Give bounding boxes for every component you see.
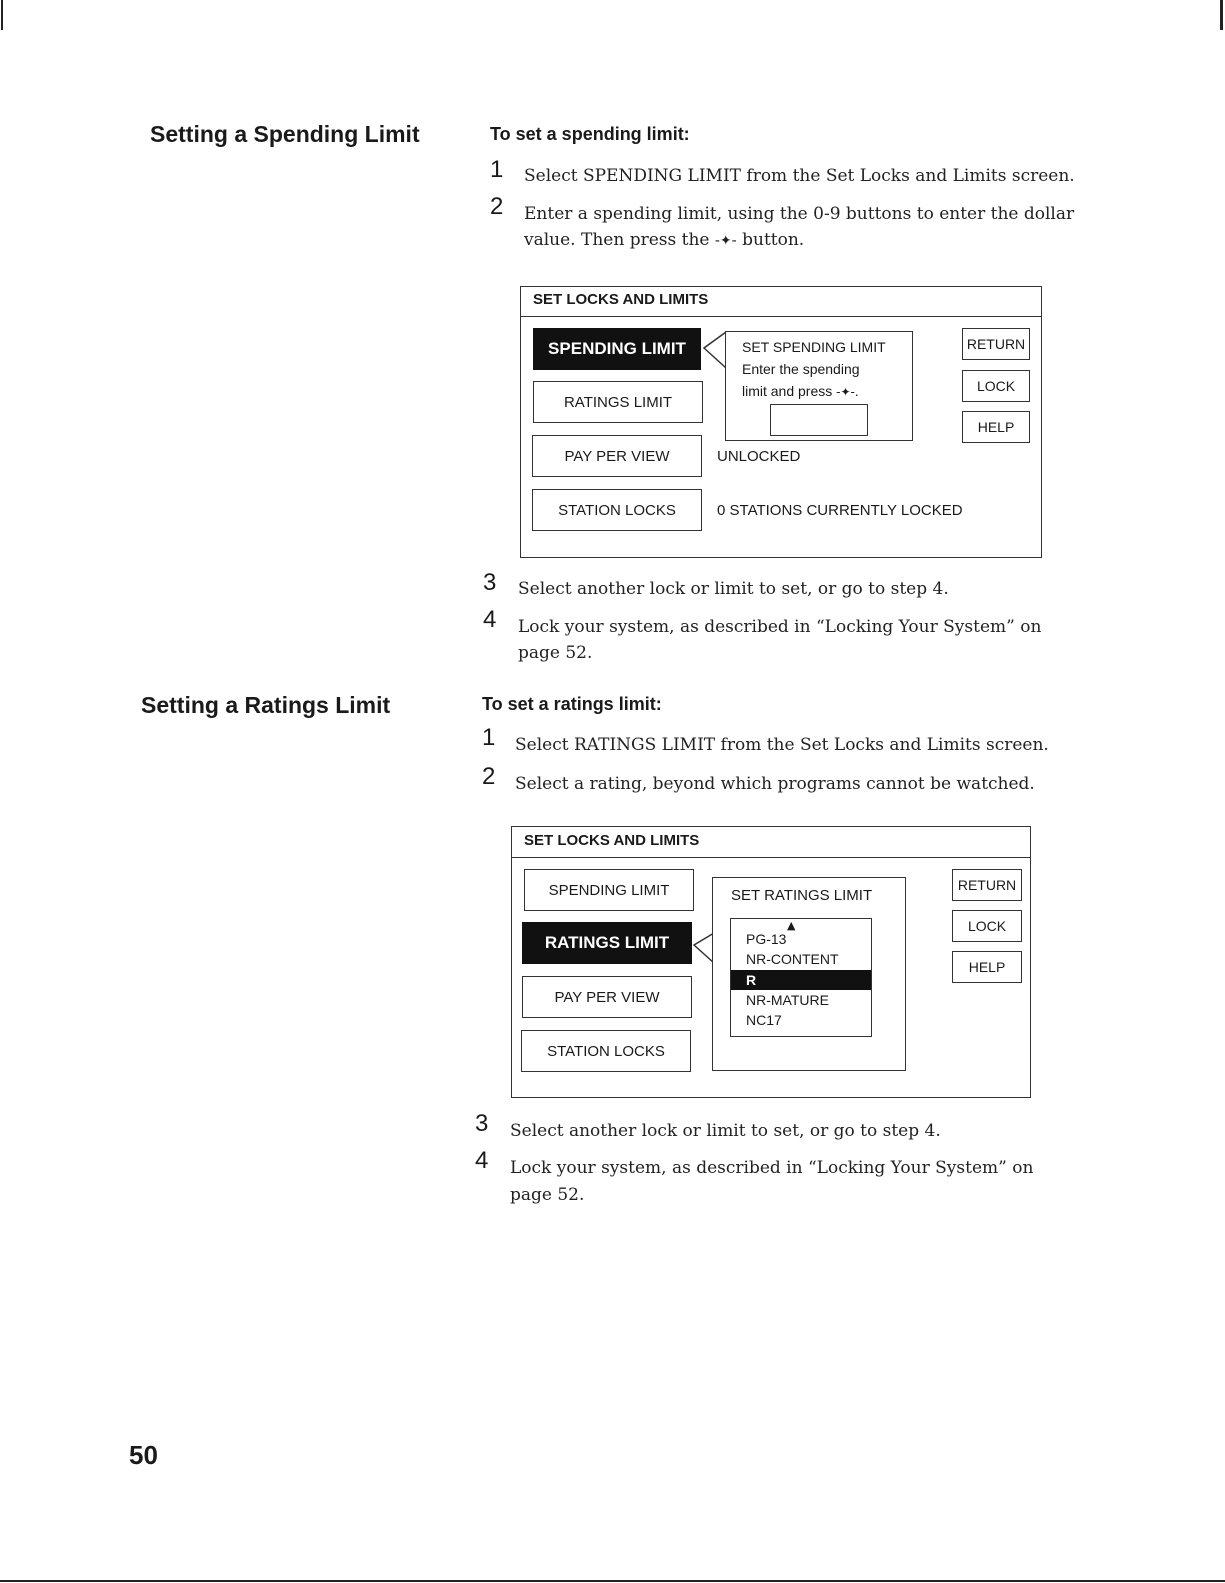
ratings-list[interactable] — [730, 918, 872, 1037]
menu-station-locks[interactable]: STATION LOCKS — [521, 1030, 691, 1072]
step-1-text: Select RATINGS LIMIT from the Set Locks and Limits screen. — [515, 735, 1049, 755]
step-3-text: Select another lock or limit to set, or go to step 4. — [518, 579, 949, 599]
rating-option-nr-mature[interactable]: NR-MATURE — [746, 992, 829, 1008]
help-button[interactable]: HELP — [952, 951, 1022, 983]
select-cross-icon: -✦- — [714, 233, 737, 249]
step-2-text-line2 — [524, 227, 804, 254]
step-4-text-line2: page 52. — [510, 1185, 585, 1205]
section-heading-ratings: Setting a Ratings Limit — [141, 692, 391, 718]
subheading-spending: To set a spending limit: — [490, 124, 690, 144]
step-2-text-line1: Enter a spending limit, using the 0-9 buttons to enter the dollar — [524, 204, 1075, 224]
menu-pay-per-view[interactable]: PAY PER VIEW — [532, 435, 702, 477]
lock-button[interactable]: LOCK — [952, 910, 1022, 942]
step-2-text: Select a rating, beyond which programs cannot be watched. — [515, 774, 1035, 794]
step-2-number: 2 — [490, 193, 504, 220]
select-cross-icon: -✦-. — [836, 385, 859, 399]
step-4-text-line2: page 52. — [518, 643, 593, 663]
ppv-status: UNLOCKED — [717, 448, 801, 465]
section-heading-spending: Setting a Spending Limit — [150, 121, 420, 147]
panel-title: SET SPENDING LIMIT — [742, 339, 886, 355]
menu-ratings-limit[interactable]: RATINGS LIMIT — [522, 922, 692, 964]
page-edge-mark-right — [1220, 0, 1223, 30]
rating-option-r[interactable]: R — [731, 970, 871, 990]
screen-title-rule — [511, 857, 1031, 858]
page-number: 50 — [129, 1440, 158, 1470]
panel-instruction-line2 — [742, 380, 859, 403]
help-button[interactable]: HELP — [962, 411, 1030, 443]
step-1-number: 1 — [490, 156, 504, 183]
panel-title: SET RATINGS LIMIT — [731, 887, 873, 904]
menu-spending-limit[interactable]: SPENDING LIMIT — [533, 328, 701, 370]
station-lock-status: 0 STATIONS CURRENTLY LOCKED — [717, 502, 963, 519]
step-2-text-end: button. — [742, 230, 805, 250]
menu-station-locks[interactable]: STATION LOCKS — [532, 489, 702, 531]
step-4-text-line1: Lock your system, as described in “Locking Your System” on — [518, 617, 1042, 637]
menu-pay-per-view[interactable]: PAY PER VIEW — [522, 976, 692, 1018]
lock-button[interactable]: LOCK — [962, 370, 1030, 402]
spending-amount-input[interactable] — [770, 404, 868, 436]
rating-option-nr-content[interactable]: NR-CONTENT — [746, 951, 839, 967]
page-edge-mark-left — [1, 0, 3, 30]
step-1-number: 1 — [482, 724, 496, 751]
step-4-text-line1: Lock your system, as described in “Locking Your System” on — [510, 1158, 1034, 1178]
menu-spending-limit[interactable]: SPENDING LIMIT — [524, 869, 694, 911]
step-2-text-part: value. Then press the — [524, 230, 710, 250]
scroll-up-arrow-icon[interactable]: ▲ — [787, 919, 796, 932]
step-4-number: 4 — [475, 1147, 489, 1174]
step-3-number: 3 — [475, 1110, 489, 1137]
panel-instruction-line1: Enter the spending — [742, 361, 860, 377]
step-1-text: Select SPENDING LIMIT from the Set Locks and Limits screen. — [524, 166, 1075, 186]
step-3-text: Select another lock or limit to set, or go to step 4. — [510, 1121, 941, 1141]
screen-title: SET LOCKS AND LIMITS — [524, 832, 700, 849]
step-4-number: 4 — [483, 606, 497, 633]
screen-title: SET LOCKS AND LIMITS — [533, 291, 709, 308]
step-2-number: 2 — [482, 763, 496, 790]
rating-option-nc17[interactable]: NC17 — [746, 1012, 782, 1028]
return-button[interactable]: RETURN — [952, 869, 1022, 901]
subheading-ratings: To set a ratings limit: — [482, 694, 662, 714]
menu-ratings-limit[interactable]: RATINGS LIMIT — [533, 381, 703, 423]
return-button[interactable]: RETURN — [962, 328, 1030, 360]
step-3-number: 3 — [483, 569, 497, 596]
page-bottom-rule — [0, 1580, 1225, 1582]
panel-instruction-part: limit and press — [742, 383, 833, 399]
screen-title-rule — [520, 316, 1042, 317]
rating-option-pg13[interactable]: PG-13 — [746, 931, 787, 947]
